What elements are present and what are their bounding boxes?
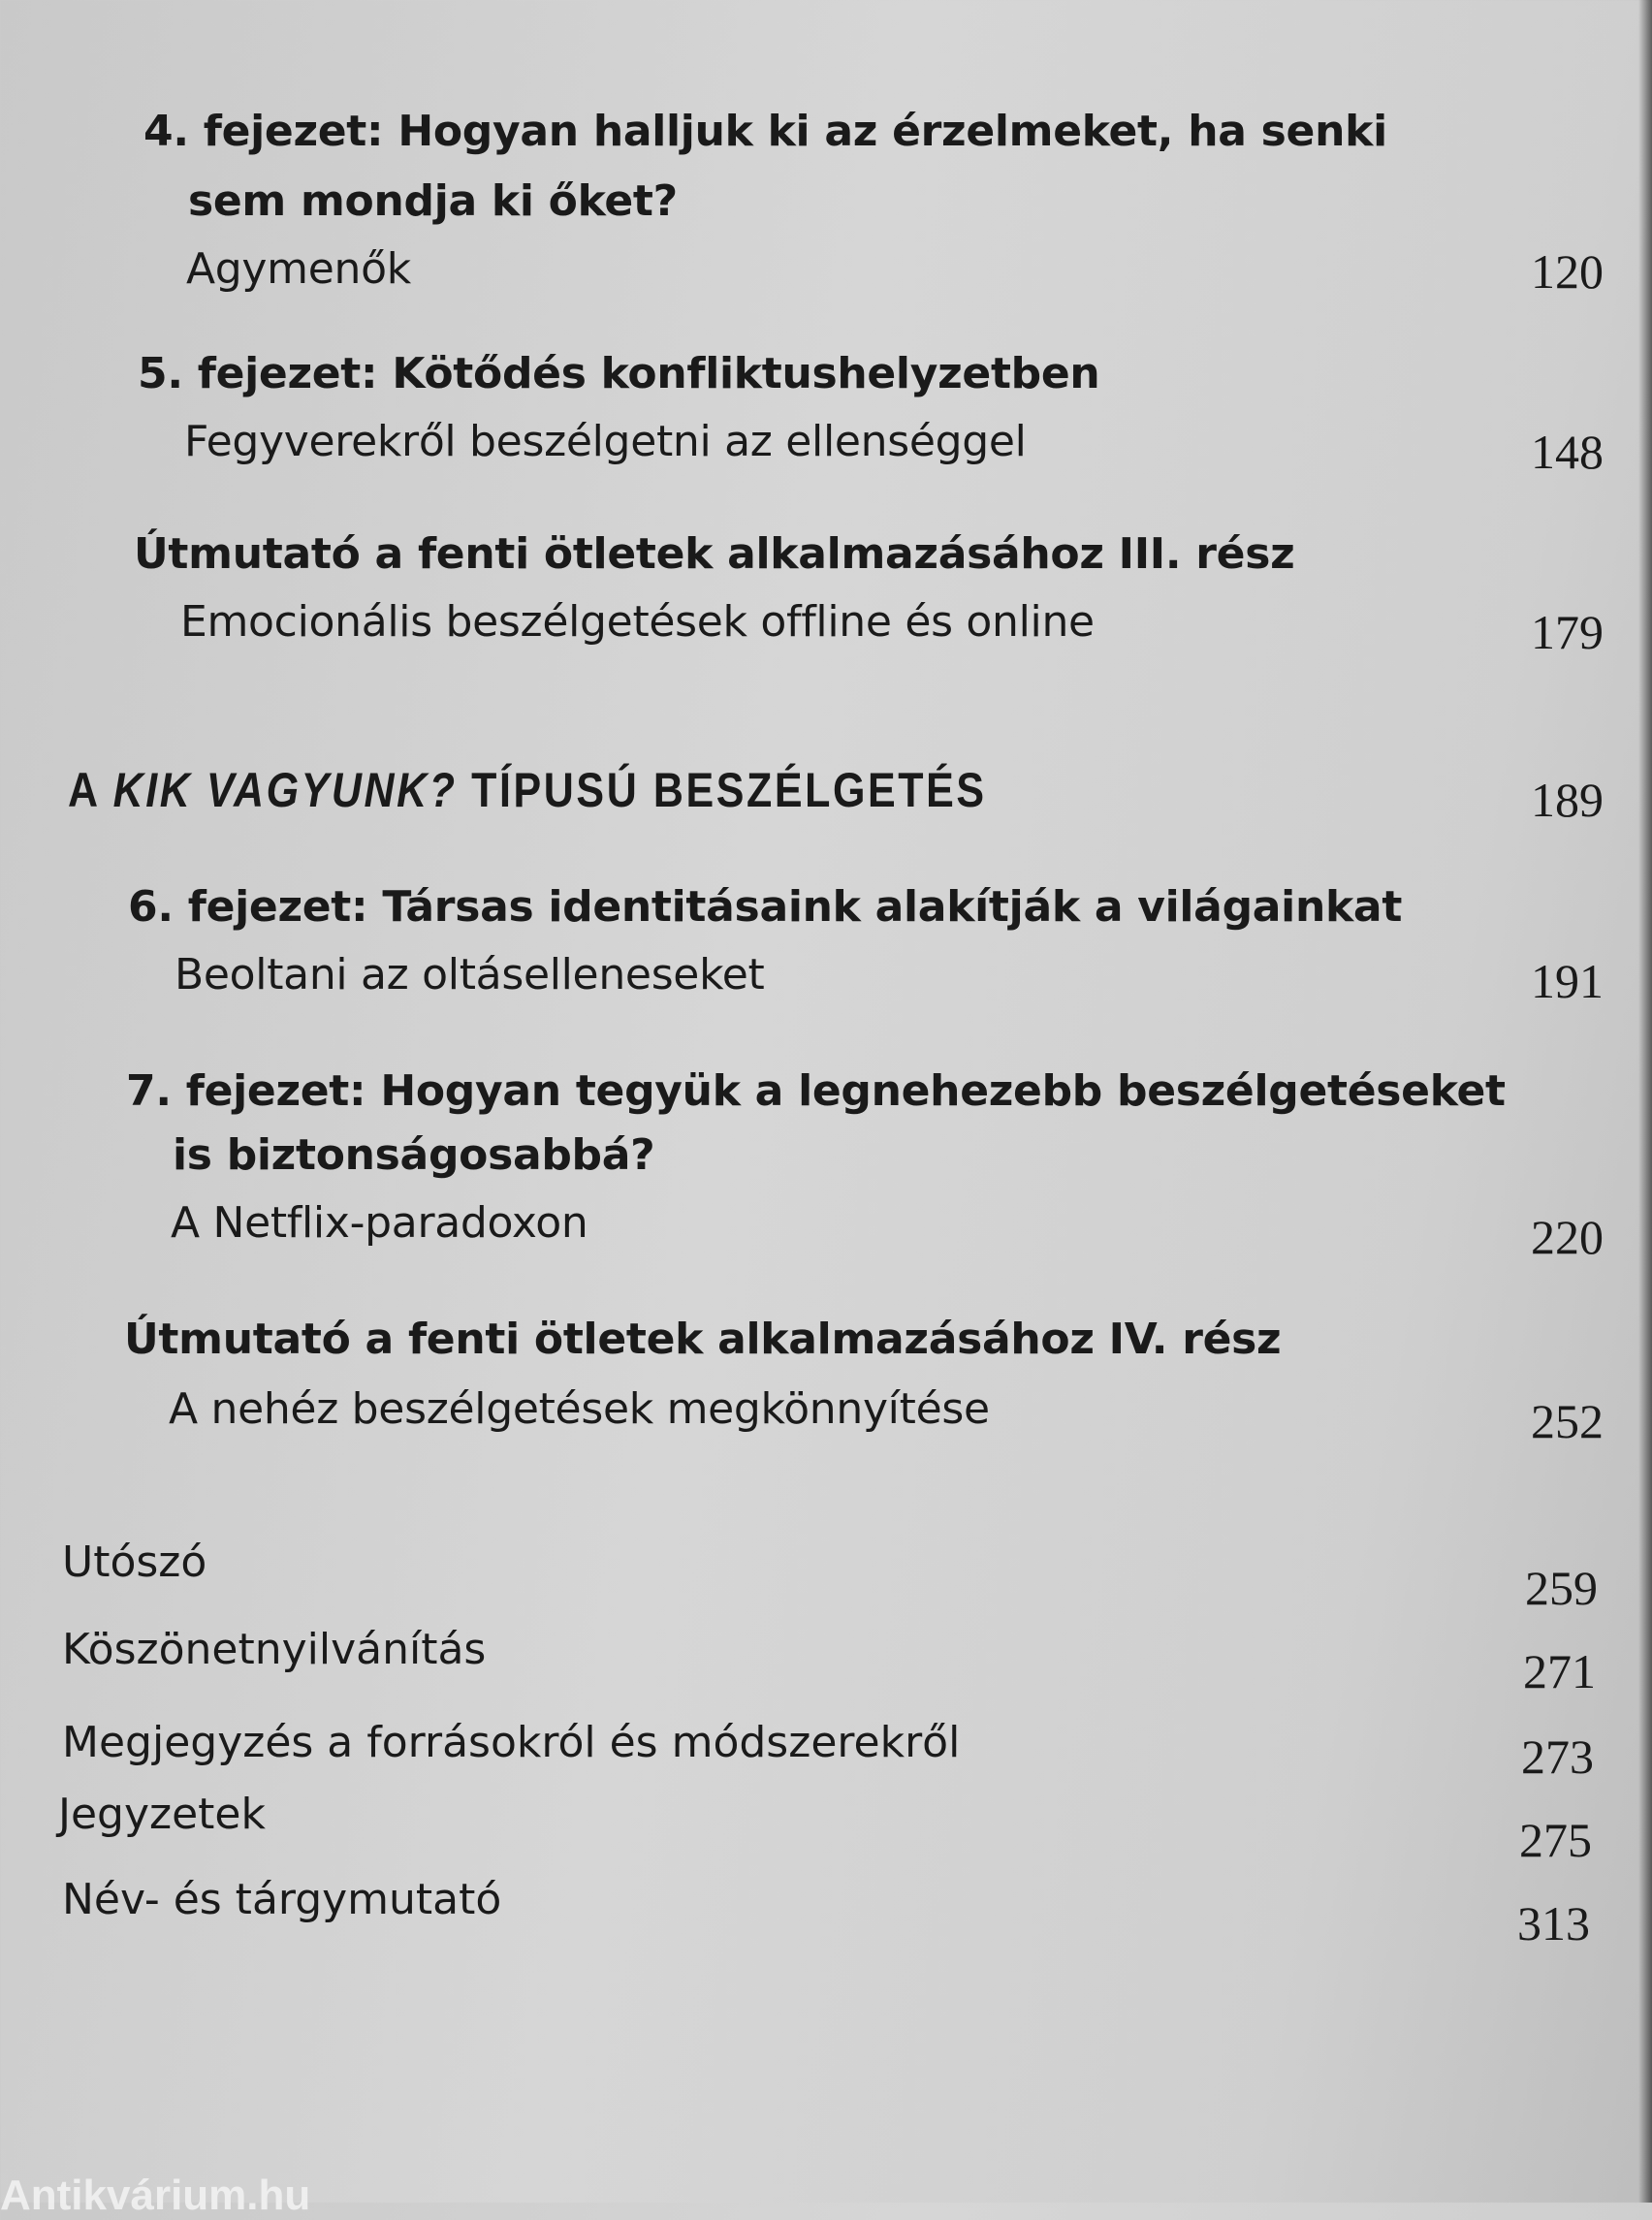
toc-back-notes-page: 275 [1519, 1813, 1592, 1867]
toc-part-page: 189 [1531, 773, 1604, 827]
toc-back-index-page: 313 [1517, 1896, 1590, 1950]
watermark-logo: Antikvárium.hu [0, 2172, 311, 2219]
toc-guide-3-page: 179 [1531, 605, 1604, 659]
part-heading-suffix: TÍPUSÚ BESZÉLGETÉS [457, 763, 987, 817]
toc-back-index: Név- és tárgymutató [62, 1875, 502, 1924]
toc-chapter-7-title-line1: 7. fejezet: Hogyan tegyük a legnehezebb beszélgetéseket [126, 1066, 1506, 1116]
part-heading-italic: KIK VAGYUNK? [112, 763, 458, 817]
toc-chapter-7-title-line2: is biztonságosabbá? [173, 1130, 655, 1180]
toc-guide-3-subtitle: Emocionális beszélgetések offline és online [180, 597, 1095, 647]
toc-back-afterword: Utószó [62, 1538, 207, 1587]
toc-chapter-6-page: 191 [1531, 954, 1604, 1008]
toc-back-acknowledgements: Köszönetnyilvánítás [62, 1625, 487, 1674]
toc-back-sources-note: Megjegyzés a forrásokról és módszerekről [62, 1718, 961, 1767]
toc-guide-3-title: Útmutató a fenti ötletek alkalmazásához III. rész [134, 529, 1295, 579]
toc-chapter-5-title: 5. fejezet: Kötődés konfliktushelyzetben [138, 349, 1100, 398]
toc-chapter-4-title-line1: 4. fejezet: Hogyan halljuk ki az érzelmeket, ha senki [143, 107, 1387, 156]
toc-chapter-4-subtitle: Agymenők [186, 244, 411, 294]
toc-chapter-5-page: 148 [1531, 425, 1604, 479]
toc-back-notes: Jegyzetek [58, 1790, 266, 1839]
toc-guide-4-page: 252 [1531, 1394, 1604, 1448]
toc-chapter-7-subtitle: A Netflix-paradoxon [171, 1198, 588, 1248]
toc-guide-4-title: Útmutató a fenti ötletek alkalmazásához IV. rész [124, 1315, 1282, 1364]
part-heading-prefix: A [68, 763, 113, 817]
toc-chapter-4-title-line2: sem mondja ki őket? [188, 176, 678, 226]
page-edge-shadow [1638, 0, 1652, 2203]
toc-guide-4-subtitle: A nehéz beszélgetések megkönnyítése [169, 1384, 990, 1434]
toc-chapter-4-page: 120 [1531, 244, 1604, 299]
toc-back-acknowledgements-page: 271 [1523, 1644, 1596, 1698]
toc-back-afterword-page: 259 [1525, 1561, 1598, 1615]
toc-chapter-6-title: 6. fejezet: Társas identitásaink alakítják a világainkat [128, 882, 1403, 932]
toc-back-sources-note-page: 273 [1521, 1729, 1594, 1784]
toc-chapter-5-subtitle: Fegyverekről beszélgetni az ellenséggel [184, 417, 1027, 466]
toc-chapter-6-subtitle: Beoltani az oltáselleneseket [175, 950, 765, 999]
toc-chapter-7-page: 220 [1531, 1210, 1604, 1264]
toc-part-heading [68, 756, 987, 824]
